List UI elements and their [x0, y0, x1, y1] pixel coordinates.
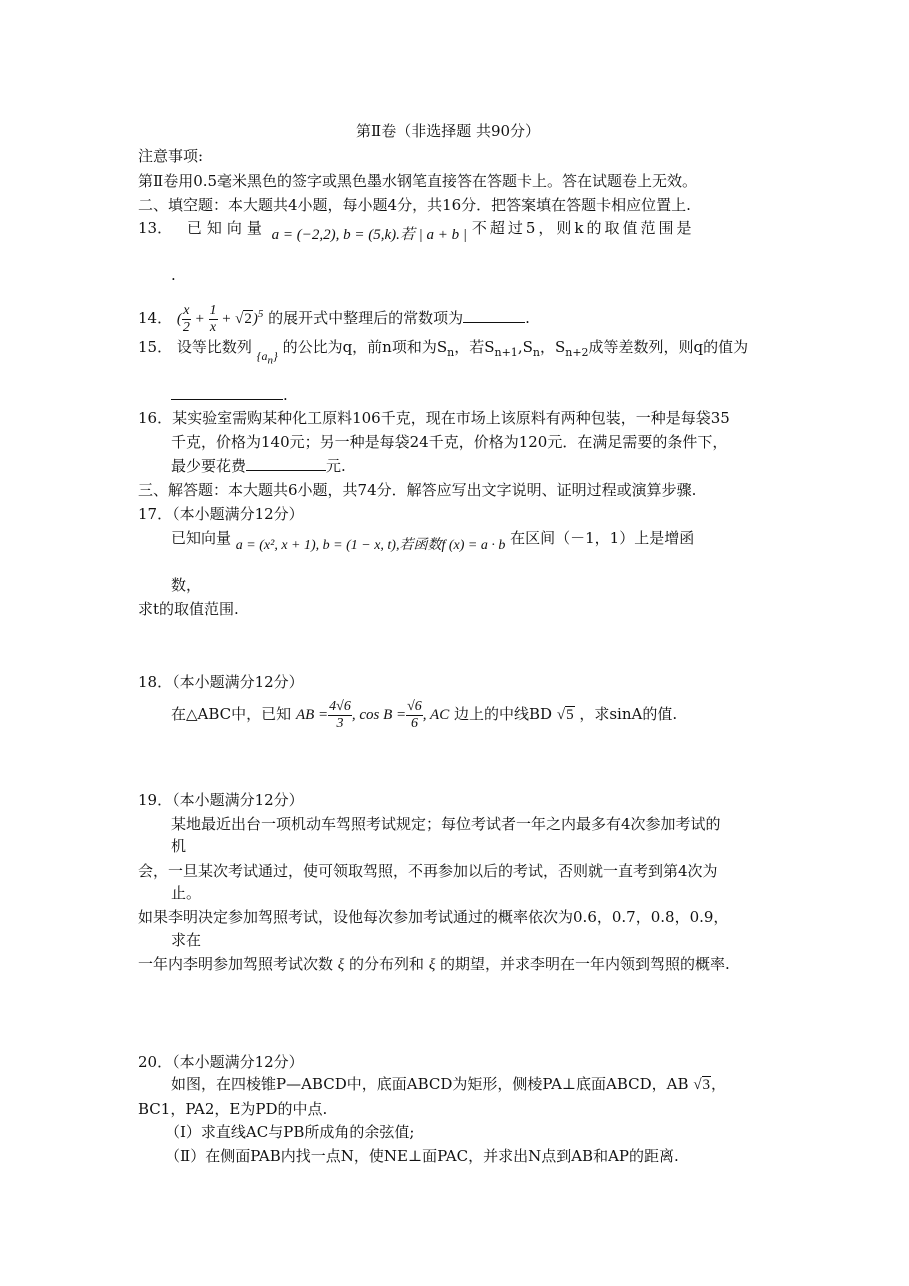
q15-tail: 的公比为q，前n项和为$S_n$，若$S_{n+1},S_n$，$S_{n+2}$成等差数列，则q的值为	[282, 338, 749, 359]
q19-head: 19．（本小题满分12分）	[138, 791, 304, 809]
question-13	[138, 218, 772, 243]
q18-head: 18．（本小题满分12分）	[138, 673, 304, 691]
q19-line4: 一年内李明参加驾照考试次数 ξ 的分布列和 ξ 的期望，并求李明在一年内领到驾照的概率.	[138, 955, 730, 973]
q18-line1: 在△ABC中，已知 AB = $\frac{4√6}{3}$ , cos B = $\frac{√6}{6}$ , AC 边上的中线BD √5 ，求sinA的值.	[171, 699, 678, 732]
q15-sequence: {an}	[256, 349, 278, 367]
q15-answer-line: .	[171, 385, 288, 405]
q13-formula: a = (−2,2), b = (5,k).若 | a + b |	[271, 227, 468, 243]
q20-line1: 如图，在四棱锥P—ABCD中，底面ABCD为矩形，侧棱PA⊥底面ABCD，AB √3，	[171, 1075, 727, 1093]
q17-line3: 求t的取值范围.	[138, 600, 239, 618]
q19-line1: 某地最近出台一项机动车驾照考试规定；每位考试者一年之内最多有4次参加考试的	[171, 815, 721, 833]
section-header: 第Ⅱ卷（非选择题 共90分）	[356, 122, 541, 140]
q18-sqrt5: √5	[556, 707, 574, 723]
q13-lead: 已知向量	[186, 219, 267, 237]
q16-blank[interactable]	[246, 456, 326, 471]
q17-head: 17．（本小题满分12分）	[138, 505, 304, 523]
q14-blank[interactable]	[463, 308, 525, 323]
xi-symbol: ξ	[337, 957, 345, 973]
q19-line1b: 机	[171, 837, 187, 855]
question-15	[138, 337, 749, 367]
notes-title: 注意事项:	[138, 147, 204, 165]
q19-line3b: 求在	[171, 931, 202, 949]
q14-formula: ( $\frac{x}{2}$ + $\frac{1}{x}$ + √2)$^5$	[176, 303, 264, 336]
q16-line3: 最少要花费 元.	[171, 457, 346, 475]
q19-line2b: 止。	[171, 884, 202, 902]
xi-symbol-2: ξ	[428, 957, 436, 973]
q20-line4: （Ⅱ）在侧面PAB内找一点N，使NE⊥面PAC，并求出N点到AB和AP的距离.	[165, 1147, 679, 1165]
q13-period: .	[171, 266, 176, 284]
q20-line3: （Ⅰ）求直线AC与PB所成角的余弦值;	[165, 1123, 415, 1141]
q20-head: 20．（本小题满分12分）	[138, 1053, 304, 1071]
q15-blank[interactable]	[171, 385, 283, 400]
q15-number: 15．	[138, 338, 173, 356]
section-fill-in: 二、填空题：本大题共4小题，每小题4分，共16分．把答案填在答题卡相应位置上.	[138, 196, 691, 214]
q20-line2: BC1，PA2，E为PD的中点.	[138, 1100, 328, 1118]
q18-formula: AB = $\frac{4√6}{3}$ , cos B = $\frac{√6}{6}$ , AC	[295, 699, 450, 732]
q17-line1: 已知向量 a = (x², x + 1), b = (1 − x, t),若函数f (x) = a · b 在区间（－1，1）上是增函	[171, 529, 695, 553]
q17-formula: a = (x², x + 1), b = (1 − x, t),若函数f (x) = a · b	[235, 538, 506, 553]
section-solutions: 三、解答题：本大题共6小题，共74分．解答应写出文字说明、证明过程或演算步骤.	[138, 481, 697, 499]
q20-sqrt3: √3	[693, 1077, 711, 1093]
q13-number: 13．	[138, 219, 173, 237]
q19-line2: 会，一旦某次考试通过，使可领取驾照，不再参加以后的考试，否则就一直考到第4次为	[138, 862, 718, 880]
q14-number: 14．	[138, 309, 173, 327]
q16-line2: 千克，价格为140元；另一种是每袋24千克，价格为120元．在满足需要的条件下，	[171, 433, 728, 451]
notes-text: 第Ⅱ卷用0.5毫米黑色的签字或黑色墨水钢笔直接答在答题卡上。答在试题卷上无效。	[138, 172, 698, 190]
question-14: 14． ( $\frac{x}{2}$ + $\frac{1}{x}$ + √2)$^5$ 的展开式中整理后的常数项为 .	[138, 303, 530, 336]
q19-line3: 如果李明决定参加驾照考试，设他每次参加考试通过的概率依次为0.6，0.7，0.8，0.9，	[138, 908, 729, 926]
q13-tail: 不超过5，则k的取值范围是	[471, 219, 695, 237]
q16-line1: 16．某实验室需购某种化工原料106千克，现在市场上该原料有两种包装，一种是每袋35	[138, 409, 730, 427]
q17-cont: 数，	[171, 576, 202, 594]
q14-tail: 的展开式中整理后的常数项为	[268, 309, 464, 327]
q15-lead: 设等比数列	[176, 338, 252, 356]
